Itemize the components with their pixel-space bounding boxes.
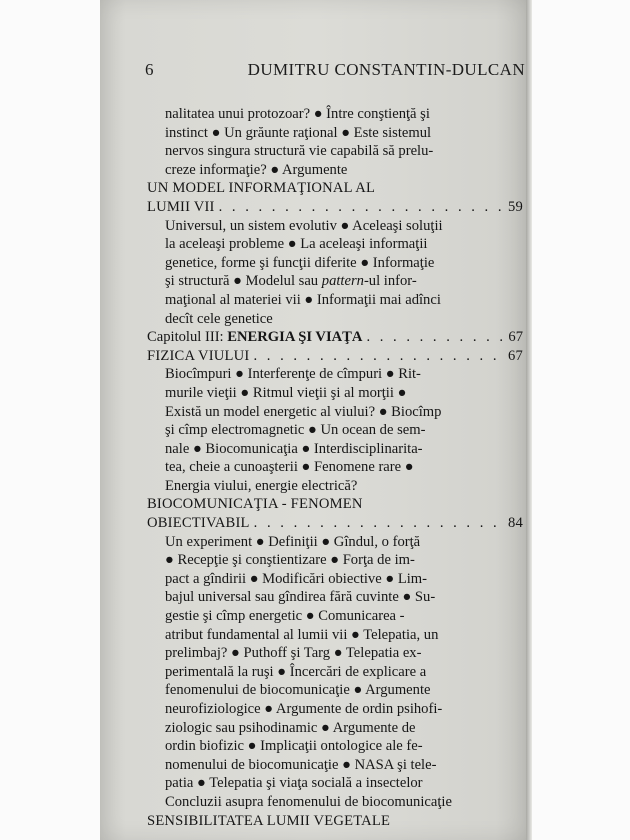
toc-line: fenomenului de biocomunicaţie ● Argumente bbox=[165, 682, 431, 699]
section-heading: SENSIBILITATEA LUMII VEGETALE bbox=[147, 812, 391, 829]
toc-line: prelimbaj? ● Puthoff şi Targ ● Telepatia ex- bbox=[165, 645, 422, 662]
page-ref: 67 bbox=[508, 329, 523, 346]
toc-line: patia ● Telepatia şi viaţa socială a insectelor bbox=[165, 775, 423, 792]
toc-line: gestie şi cîmp energetic ● Comunicarea - bbox=[165, 608, 405, 625]
toc-line: ziologic sau psihodinamic ● Argumente de bbox=[165, 719, 416, 736]
page-edge bbox=[526, 0, 532, 840]
toc-line: perimentală la ruşi ● Încercări de explicare a bbox=[165, 663, 427, 680]
section-entry bbox=[147, 347, 523, 366]
toc-line: bajul universal sau gîndirea fără cuvinte ● Su- bbox=[165, 589, 436, 606]
toc-line: creze informaţie? ● Argumente bbox=[165, 161, 348, 178]
toc-line: ordin biofizic ● Implicaţii ontologice ale fe- bbox=[165, 738, 423, 755]
section-entry bbox=[147, 198, 523, 217]
toc-text: -ul infor- bbox=[363, 273, 417, 290]
toc-line: Concluzii asupra fenomenului de biocomunicaţie bbox=[165, 793, 452, 810]
section-heading-cont: OBIECTIVABIL bbox=[147, 515, 250, 532]
section-heading-cont: LUMII VII bbox=[147, 198, 215, 215]
author-name: DUMITRU CONSTANTIN-DULCAN bbox=[247, 60, 525, 79]
toc-line: Există un model energetic al viului? ● Biocîmp bbox=[165, 403, 442, 420]
toc-line: la aceleaşi probleme ● La aceleaşi informaţii bbox=[165, 236, 428, 253]
dot-leader bbox=[366, 328, 504, 347]
toc-line bbox=[147, 272, 523, 291]
toc-line: nomenului de biocomunicaţie ● NASA şi tele- bbox=[165, 756, 437, 773]
toc-line: Biocîmpuri ● Interferenţe de cîmpuri ● Rit- bbox=[165, 366, 421, 383]
dot-leader bbox=[253, 347, 504, 366]
toc-line: atribut fundamental al lumii vii ● Telepatia, un bbox=[165, 626, 439, 643]
section-heading: FIZICA VIULUI bbox=[147, 347, 250, 364]
toc-line: tea, cheie a cunoaşterii ● Fenomene rare ● bbox=[165, 459, 414, 476]
page-ref: 67 bbox=[508, 347, 523, 364]
chapter-entry bbox=[147, 328, 523, 347]
toc-line: nalitatea unui protozoar? ● Între conştienţă şi bbox=[165, 106, 430, 122]
toc-text: şi structură ● Modelul sau bbox=[165, 273, 319, 290]
toc-line: Energia viului, energie electrică? bbox=[165, 477, 358, 494]
toc-italic: pattern bbox=[321, 273, 364, 290]
chapter-name: ENERGIA ŞI VIAŢA bbox=[227, 329, 363, 346]
dot-leader bbox=[254, 514, 504, 533]
toc-line: decît cele genetice bbox=[165, 310, 273, 327]
toc-line: nervos singura structură vie capabilă să prelu- bbox=[165, 143, 434, 160]
dot-leader bbox=[219, 198, 504, 217]
toc-line: genetice, forme şi funcţii diferite ● Informaţie bbox=[165, 254, 435, 271]
toc-line: Universul, un sistem evolutiv ● Aceleaşi soluţii bbox=[165, 217, 443, 234]
toc-line: Un experiment ● Definiţii ● Gîndul, o forţă bbox=[165, 533, 421, 550]
table-of-contents bbox=[147, 105, 523, 830]
chapter-prefix: Capitolul III: bbox=[147, 329, 224, 346]
toc-line: şi cîmp electromagnetic ● Un ocean de sem- bbox=[165, 422, 426, 439]
chapter-title bbox=[147, 328, 362, 347]
section-entry bbox=[147, 514, 523, 533]
toc-line: ● Recepţie şi conştientizare ● Forţa de im- bbox=[165, 552, 415, 569]
toc-line: murile vieţii ● Ritmul vieţii şi al morţii ● bbox=[165, 384, 407, 401]
toc-line: maţional al materiei vii ● Informaţii mai adînci bbox=[165, 291, 441, 308]
page-ref: 59 bbox=[508, 198, 523, 215]
section-heading: UN MODEL INFORMAŢIONAL AL bbox=[147, 180, 376, 197]
page-ref: 84 bbox=[508, 515, 523, 532]
section-heading: BIOCOMUNICAŢIA - FENOMEN bbox=[147, 496, 363, 513]
page-number: 6 bbox=[145, 60, 154, 79]
toc-line: pact a gîndirii ● Modificări obiective ● Lim- bbox=[165, 570, 427, 587]
toc-line: neurofiziologice ● Argumente de ordin psihofi- bbox=[165, 701, 443, 717]
toc-line: instinct ● Un grăunte raţional ● Este sistemul bbox=[165, 124, 432, 141]
toc-line: nale ● Biocomunicaţia ● Interdisciplinarita- bbox=[165, 440, 423, 457]
